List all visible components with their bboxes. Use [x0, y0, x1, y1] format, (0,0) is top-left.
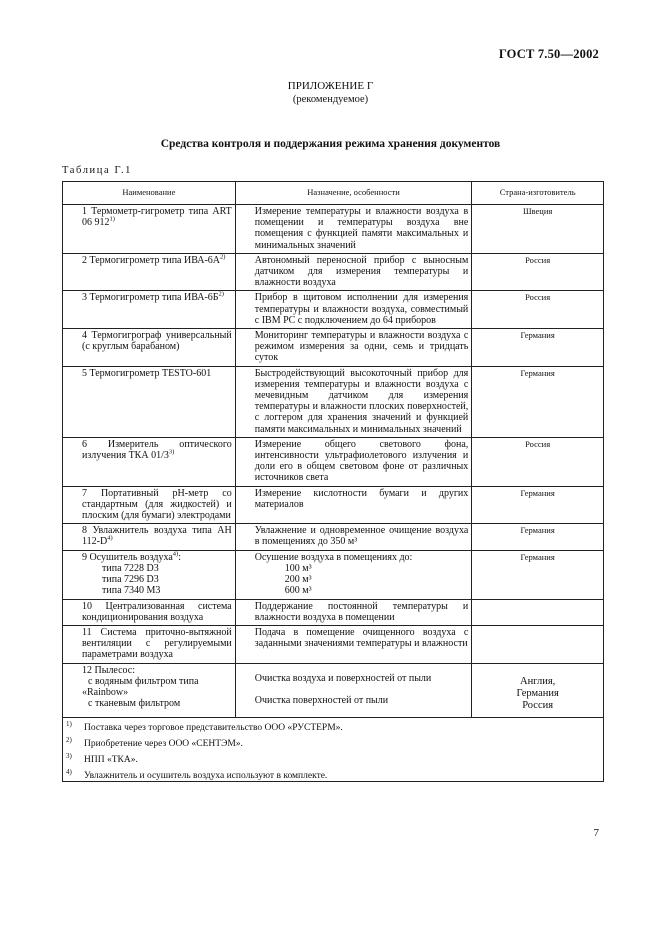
table-row [63, 329, 604, 367]
column-header-name: Наименование [63, 182, 236, 205]
table-row [63, 253, 604, 291]
table-row [63, 524, 604, 550]
table-header-row [63, 182, 604, 205]
cell-name: 1 Термометр-гигрометр типа ART 06 912$^{1)}$ [63, 205, 236, 254]
table-row [63, 663, 604, 718]
table-row [63, 437, 604, 486]
column-header-purpose: Назначение, особенности [235, 182, 472, 205]
cell-country: Швеция [472, 205, 604, 254]
cell-purpose: Измерение температуры и влажности воздуха в помещении и температуры воздуха вне помещения с функцией памяти максимальных и минимальных значений [235, 205, 472, 254]
table-label: Таблица Г.1 [62, 165, 133, 176]
cell-name: 12 Пылесос: с водяным фильтром типа «Rainbow» с тканевым фильтром [63, 663, 236, 718]
cell-country: Англия, Германия Россия [472, 663, 604, 718]
cell-name: 9 Осушитель воздуха$^{4)}$: типа 7228 D3 типа 7296 D3 типа 7340 M3 [63, 550, 236, 599]
room-volume: 600 м³ [284, 585, 312, 597]
room-volume: 200 м³ [284, 574, 312, 586]
dehumidifier-type: типа 7340 M3 [102, 585, 161, 597]
table-row [63, 486, 604, 524]
cell-purpose: Увлажнение и одновременное очищение воздуха в помещениях до 350 м³ [235, 524, 472, 550]
cell-purpose: Измерение кислотности бумаги и других материалов [235, 486, 472, 524]
cell-purpose: Автономный переносной прибор с выносным датчиком для измерения температуры и влажности воздуха [235, 253, 472, 291]
cell-country: Германия [472, 486, 604, 524]
cell-name: 5 Термогигрометр TESTO-601 [63, 366, 236, 437]
table-row [63, 625, 604, 663]
cell-country: Германия [472, 550, 604, 599]
cell-purpose: Поддержание постоянной температуры и влажности воздуха в помещении [235, 599, 472, 625]
cell-country: Россия [472, 253, 604, 291]
cell-country: Германия [472, 366, 604, 437]
table-row [63, 205, 604, 254]
cell-country: Германия [472, 329, 604, 367]
cell-name: 4 Термогигрограф универсальный (с круглым барабаном) [63, 329, 236, 367]
appendix-heading [0, 80, 661, 106]
cell-name: 7 Портативный pH-метр со стандартным (для жидкостей) и плоским (для бумаги) электродами [63, 486, 236, 524]
equipment-table [62, 181, 604, 782]
column-header-country: Страна-изготовитель [472, 182, 604, 205]
cell-name: 10 Централизованная система кондиционирования воздуха [63, 599, 236, 625]
cell-country [472, 599, 604, 625]
page-number: 7 [593, 827, 599, 839]
footnote: 1) Поставка через торговое представительство ООО «РУСТЕРМ». [66, 720, 343, 734]
cell-country: Германия [472, 524, 604, 550]
vacuum-type: с тканевым фильтром [88, 698, 181, 710]
cell-name: 2 Термогигрометр типа ИВА-$6А^{2)}$ [63, 253, 236, 291]
appendix-subtitle: (рекомендуемое) [292, 94, 369, 105]
table-row [63, 599, 604, 625]
cell-country [472, 625, 604, 663]
cell-name: 8 Увлажнитель воздуха типа АН $112-D^{4)}$ [63, 524, 236, 550]
room-volume: 100 м³ [284, 562, 312, 574]
cell-purpose: Мониторинг температуры и влажности воздуха с режимом измерения за одни, семь и тридцать суток [235, 329, 472, 367]
cell-purpose: Быстродействующий высокоточный прибор для измерения температуры и влажности воздуха с мечевидным датчиком для измерения температуры и влажности плоских поверхностей, с логгером для хранения значений и функцией памяти максимальных и минимальных значений [235, 366, 472, 437]
dehumidifier-type: типа 7296 D3 [102, 574, 159, 586]
footnotes-row [63, 718, 604, 782]
appendix-title: ПРИЛОЖЕНИЕ Г [287, 80, 374, 92]
cell-purpose: Осушение воздуха в помещениях до: 100 м³ 200 м³ 600 м³ [235, 550, 472, 599]
vacuum-type-brand: «Rainbow» [82, 686, 129, 698]
dehumidifier-type: типа 7228 D3 [102, 562, 159, 574]
table-row [63, 550, 604, 599]
cell-name: 6 Измеритель оптического излучения ТКА 01/3$^{3)}$ [63, 437, 236, 486]
cell-country: Россия [472, 291, 604, 329]
vacuum-type: с водяным фильтром типа [88, 675, 199, 687]
cell-purpose: Очистка воздуха и поверхностей от пыли Очистка поверхностей от пыли [235, 663, 472, 718]
cell-purpose: Подача в помещение очищенного воздуха с заданными значениями температуры и влажности [235, 625, 472, 663]
table-row [63, 366, 604, 437]
footnote: 2) Приобретение через ООО «СЕНТЭМ». [66, 736, 243, 750]
footnote: 4) Увлажнитель и осушитель воздуха используют в комплекте. [66, 768, 328, 782]
footnotes [63, 718, 604, 782]
cell-name: 3 Термогигрометр типа ИВА-$6Б^{2)}$ [63, 291, 236, 329]
cell-purpose: Измерение общего светового фона, интенсивности ультрафиолетового излучения и доли его в общем световом фоне от различных источников света [235, 437, 472, 486]
footnote: 3) НПП «ТКА». [66, 752, 138, 766]
section-title: Средства контроля и поддержания режима хранения документов [160, 138, 501, 150]
cell-name: 11 Система приточно-вытяжной вентиляции с регулируемыми параметрами воздуха [63, 625, 236, 663]
document-code: ГОСТ 7.50—2002 [498, 47, 599, 61]
cell-country: Россия [472, 437, 604, 486]
table-row [63, 291, 604, 329]
cell-purpose: Прибор в щитовом исполнении для измерения температуры и влажности воздуха, совместимый с IBM PC с подключением до 64 приборов [235, 291, 472, 329]
